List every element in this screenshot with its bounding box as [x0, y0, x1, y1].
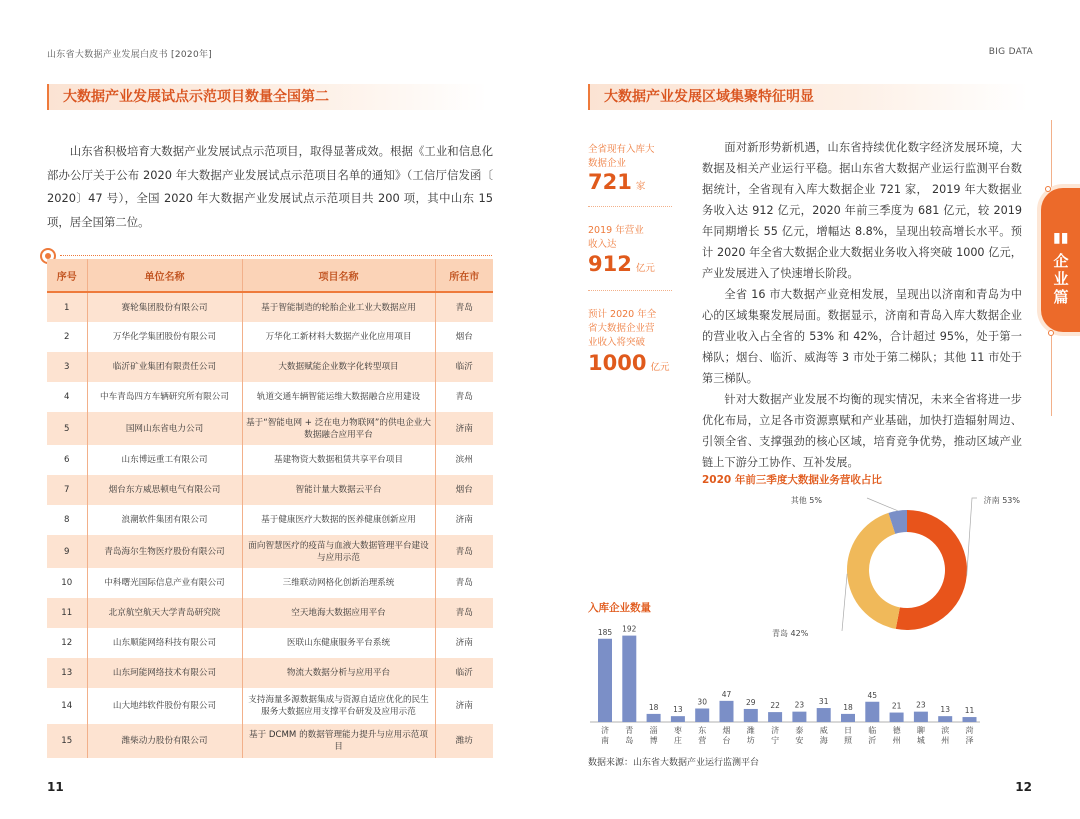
bar-category-label: 枣庄	[673, 726, 682, 745]
pie-slice-qingdao	[847, 513, 900, 629]
bar-category-label: 济南	[601, 726, 609, 745]
cell-index: 3	[47, 352, 87, 382]
bar-烟台	[720, 701, 734, 722]
cell-city: 青岛	[435, 292, 493, 322]
bar-枣庄	[671, 716, 685, 722]
table-row	[47, 535, 493, 568]
table-row	[47, 382, 493, 412]
bar-value-label: 185	[597, 627, 613, 637]
cell-company: 山东博远重工有限公司	[87, 445, 242, 475]
stat-label-companies: 全省现有入库大数据企业	[588, 144, 655, 169]
table-header-row	[47, 259, 493, 292]
cell-index: 15	[47, 724, 87, 758]
bar-value-label: 23	[916, 700, 926, 710]
stat-label-revenue: 2019 年营业收入达	[588, 225, 644, 250]
cell-project: 轨道交通车辆智能运维大数据融合应用建设	[242, 382, 435, 412]
cell-company: 临沂矿业集团有限责任公司	[87, 352, 242, 382]
cell-company: 山东顺能网络科技有限公司	[87, 628, 242, 658]
cell-index: 2	[47, 322, 87, 352]
cell-index: 4	[47, 382, 87, 412]
bar-category-label: 东营	[698, 726, 707, 745]
bar-value-label: 11	[964, 706, 975, 716]
table-row	[47, 412, 493, 445]
cell-company: 烟台东方威思顿电气有限公司	[87, 475, 242, 505]
pie-chart-title: 2020 年前三季度大数据业务营收占比	[702, 474, 882, 486]
bar-category-label: 烟台	[722, 726, 731, 745]
col-header-index: 序号	[47, 259, 87, 292]
stat-value-forecast	[588, 351, 669, 375]
table-row	[47, 688, 493, 724]
bar-category-label: 菏泽	[965, 726, 974, 745]
bar-category-label: 临沂	[868, 726, 877, 745]
cell-index: 13	[47, 658, 87, 688]
cell-company: 中科曙光国际信息产业有限公司	[87, 568, 242, 598]
cell-company: 中车青岛四方车辆研究所有限公司	[87, 382, 242, 412]
stat-divider	[588, 206, 672, 207]
bar-value-label: 47	[721, 689, 732, 699]
cell-project: 基于智能制造的轮胎企业工业大数据应用	[242, 292, 435, 322]
bar-category-label: 济宁	[771, 726, 780, 745]
table-row	[47, 505, 493, 535]
cell-company: 浪潮软件集团有限公司	[87, 505, 242, 535]
cell-city: 临沂	[435, 658, 493, 688]
cell-city: 济南	[435, 505, 493, 535]
cell-city: 烟台	[435, 322, 493, 352]
cell-city: 滨州	[435, 445, 493, 475]
cell-project: 基于健康医疗大数据的医养健康创新应用	[242, 505, 435, 535]
page-number-left: 11	[47, 780, 64, 794]
stat-number: 912	[588, 252, 632, 276]
cell-city: 烟台	[435, 475, 493, 505]
right-page	[540, 0, 1080, 819]
cell-index: 1	[47, 292, 87, 322]
cell-project: 大数据赋能企业数字化转型项目	[242, 352, 435, 382]
cell-city: 青岛	[435, 568, 493, 598]
cell-index: 11	[47, 598, 87, 628]
bar-value-label: 13	[940, 705, 950, 715]
page-number-right: 12	[1015, 780, 1032, 794]
cell-project: 面向智慧医疗的疫苗与血液大数据管理平台建设与应用示范	[242, 535, 435, 568]
stat-divider	[588, 290, 672, 291]
cell-project: 物流大数据分析与应用平台	[242, 658, 435, 688]
bar-category-label: 日照	[844, 726, 852, 745]
side-tab-enterprise[interactable]	[1041, 188, 1080, 332]
bar-东营	[695, 709, 709, 723]
pie-label: 济南 53%	[983, 496, 1020, 505]
cell-project: 智能计量大数据云平台	[242, 475, 435, 505]
bar-临沂	[865, 702, 879, 722]
cell-index: 8	[47, 505, 87, 535]
bar-value-label: 22	[770, 701, 780, 711]
bar-category-label: 滨州	[941, 726, 950, 745]
table-row	[47, 352, 493, 382]
cell-company: 万华化学集团股份有限公司	[87, 322, 242, 352]
cell-company: 潍柴动力股份有限公司	[87, 724, 242, 758]
bar-category-label: 潍坊	[746, 726, 755, 745]
stat-label-forecast: 预计 2020 年全省大数据企业营业收入将突破	[588, 309, 657, 348]
cell-index: 14	[47, 688, 87, 724]
cell-city: 青岛	[435, 382, 493, 412]
table-row	[47, 568, 493, 598]
bar-category-label: 德州	[892, 726, 901, 745]
cell-city: 青岛	[435, 598, 493, 628]
cell-city: 济南	[435, 688, 493, 724]
table-row	[47, 322, 493, 352]
divider	[60, 255, 492, 256]
pie-label: 青岛 42%	[772, 629, 809, 638]
table-row	[47, 724, 493, 758]
body-text	[702, 137, 1022, 473]
bar-value-label: 21	[891, 701, 902, 711]
side-tab-label: 企业篇	[1053, 252, 1069, 306]
cell-index: 6	[47, 445, 87, 475]
tab-connector	[1051, 120, 1052, 188]
bar-潍坊	[744, 709, 758, 722]
cell-index: 9	[47, 535, 87, 568]
cell-index: 12	[47, 628, 87, 658]
running-head-left: 山东省大数据产业发展白皮书 [2020年]	[47, 50, 213, 60]
bar-青岛	[622, 636, 636, 722]
table-row	[47, 628, 493, 658]
stat-value-revenue	[588, 252, 655, 276]
table-row	[47, 475, 493, 505]
bar-category-label: 淄博	[649, 726, 658, 745]
tab-dot	[1048, 330, 1054, 336]
cell-city: 潍坊	[435, 724, 493, 758]
col-header-city: 所在市	[435, 259, 493, 292]
tab-dot	[1045, 186, 1051, 192]
pie-leader-line	[867, 498, 898, 511]
bar-value-label: 45	[867, 690, 878, 700]
project-table	[47, 259, 493, 758]
cell-company: 山大地纬软件股份有限公司	[87, 688, 242, 724]
paragraph: 全省 16 市大数据产业竞相发展，呈现出以济南和青岛为中心的区域集聚发展局面。数据显示，济南和青岛入库大数据企业的营业收入占全省的 53% 和 42%，合计超过 95%，处于第一梯队；烟台、临沂、威海等 3 市处于第二梯队；其他 11 市处于第三梯队。	[702, 288, 1022, 385]
pie-label: 其他 5%	[790, 496, 822, 505]
bar-category-label: 威海	[819, 726, 828, 745]
table-row	[47, 292, 493, 322]
bar-value-label: 31	[818, 697, 829, 707]
bar-菏泽	[963, 717, 977, 722]
section-title-right: 大数据产业发展区域集聚特征明显	[588, 84, 1028, 110]
bar-济宁	[768, 712, 782, 722]
cell-city: 济南	[435, 628, 493, 658]
table-body	[47, 292, 493, 758]
bar-济南	[598, 639, 612, 722]
cell-project: 空天地海大数据应用平台	[242, 598, 435, 628]
cell-project: 三维联动网格化创新治理系统	[242, 568, 435, 598]
bar-category-label: 泰安	[795, 726, 804, 745]
bar-日照	[841, 714, 855, 722]
bar-淄博	[647, 714, 661, 722]
bar-value-label: 18	[843, 702, 853, 712]
cell-company: 赛轮集团股份有限公司	[87, 292, 242, 322]
bar-chart-title: 入库企业数量	[588, 602, 651, 614]
cell-project: 支持海量多源数据集成与资源自适应优化的民生服务大数据应用支撑平台研发及应用示范	[242, 688, 435, 724]
paragraph: 针对大数据产业发展不均衡的现实情况，未来全省将进一步优化布局，立足各市资源禀赋和产业基础，加快打造辐射周边、引领全省、支撑强劲的核心区域，培育竞争优势，推动区域产业链上下游分工协作、互补发展。	[702, 393, 1022, 469]
stat-unit: 亿元	[650, 362, 670, 373]
intro-paragraph: 山东省积极培育大数据产业发展试点示范项目，取得显著成效。根据《工业和信息化部办公厅关于公布 2020 年大数据产业发展试点示范项目名单的通知》（工信厅信发函〔 2020〕47 号），全国 2020 年大数据产业发展试点示范项目共 200 项，其中山东 15 项，居全国第二位。	[47, 144, 493, 229]
stat-number: 721	[588, 170, 632, 194]
cell-index: 7	[47, 475, 87, 505]
bar-value-label: 13	[673, 705, 683, 715]
bar-value-label: 23	[794, 700, 805, 710]
bar-德州	[890, 713, 904, 722]
paragraph: 面对新形势新机遇，山东省持续优化数字经济发展环境，大数据及相关产业运行平稳。据山东省大数据产业运行监测平台数据统计，全省现有入库大数据企业 721 家， 2019 年大数据业务收入达 912 亿元，2020 年前三季度为 681 亿元，较 2019 年同期增长 55 亿元，增幅达 8.8%，呈现出较高增长水平。预计 2020 年全省大数据企业大数据业务收入将突破 1000 亿元，产业发展进入了快速增长阶段。	[702, 141, 1022, 280]
cell-project: 基建物资大数据租赁共享平台项目	[242, 445, 435, 475]
bar-value-label: 18	[648, 702, 659, 712]
bar-value-label: 192	[622, 624, 637, 634]
company-count-bar-chart	[588, 615, 988, 755]
bar-聊城	[914, 712, 928, 722]
data-source: 数据来源：山东省大数据产业运行监测平台	[588, 758, 760, 768]
bar-category-label: 青岛	[625, 726, 634, 745]
bar-category-label: 聊城	[916, 726, 925, 745]
stat-value-companies	[588, 170, 645, 194]
cell-index: 10	[47, 568, 87, 598]
table-row	[47, 598, 493, 628]
cell-city: 济南	[435, 412, 493, 445]
stat-unit: 亿元	[635, 263, 655, 274]
cell-project: 万华化工新材料大数据产业化应用项目	[242, 322, 435, 352]
stat-number: 1000	[588, 351, 647, 375]
bar-滨州	[938, 716, 952, 722]
cell-project: 基于 DCMM 的数据管理能力提升与应用示范项目	[242, 724, 435, 758]
cell-project: 医联山东健康服务平台系统	[242, 628, 435, 658]
table-row	[47, 445, 493, 475]
tab-connector	[1051, 336, 1052, 416]
table-row	[47, 658, 493, 688]
pie-leader-line	[967, 498, 977, 576]
cell-company: 青岛海尔生物医疗股份有限公司	[87, 535, 242, 568]
col-header-company: 单位名称	[87, 259, 242, 292]
bar-value-label: 29	[746, 697, 756, 707]
cell-company: 北京航空航天大学青岛研究院	[87, 598, 242, 628]
col-header-project: 项目名称	[242, 259, 435, 292]
section-title-left: 大数据产业发展试点示范项目数量全国第二	[47, 84, 487, 110]
bar-威海	[817, 708, 831, 722]
stat-unit: 家	[635, 181, 646, 192]
cell-project: 基于“智能电网 + 泛在电力物联网”的供电企业大数据融合应用平台	[242, 412, 435, 445]
bar-value-label: 30	[697, 697, 707, 707]
cell-city: 青岛	[435, 535, 493, 568]
running-head-right: BIG DATA	[988, 47, 1033, 57]
bar-chart-icon: ▮▮	[1053, 230, 1069, 246]
cell-index: 5	[47, 412, 87, 445]
cell-city: 临沂	[435, 352, 493, 382]
cell-company: 山东珂能网络技术有限公司	[87, 658, 242, 688]
cell-company: 国网山东省电力公司	[87, 412, 242, 445]
bar-泰安	[792, 712, 806, 722]
